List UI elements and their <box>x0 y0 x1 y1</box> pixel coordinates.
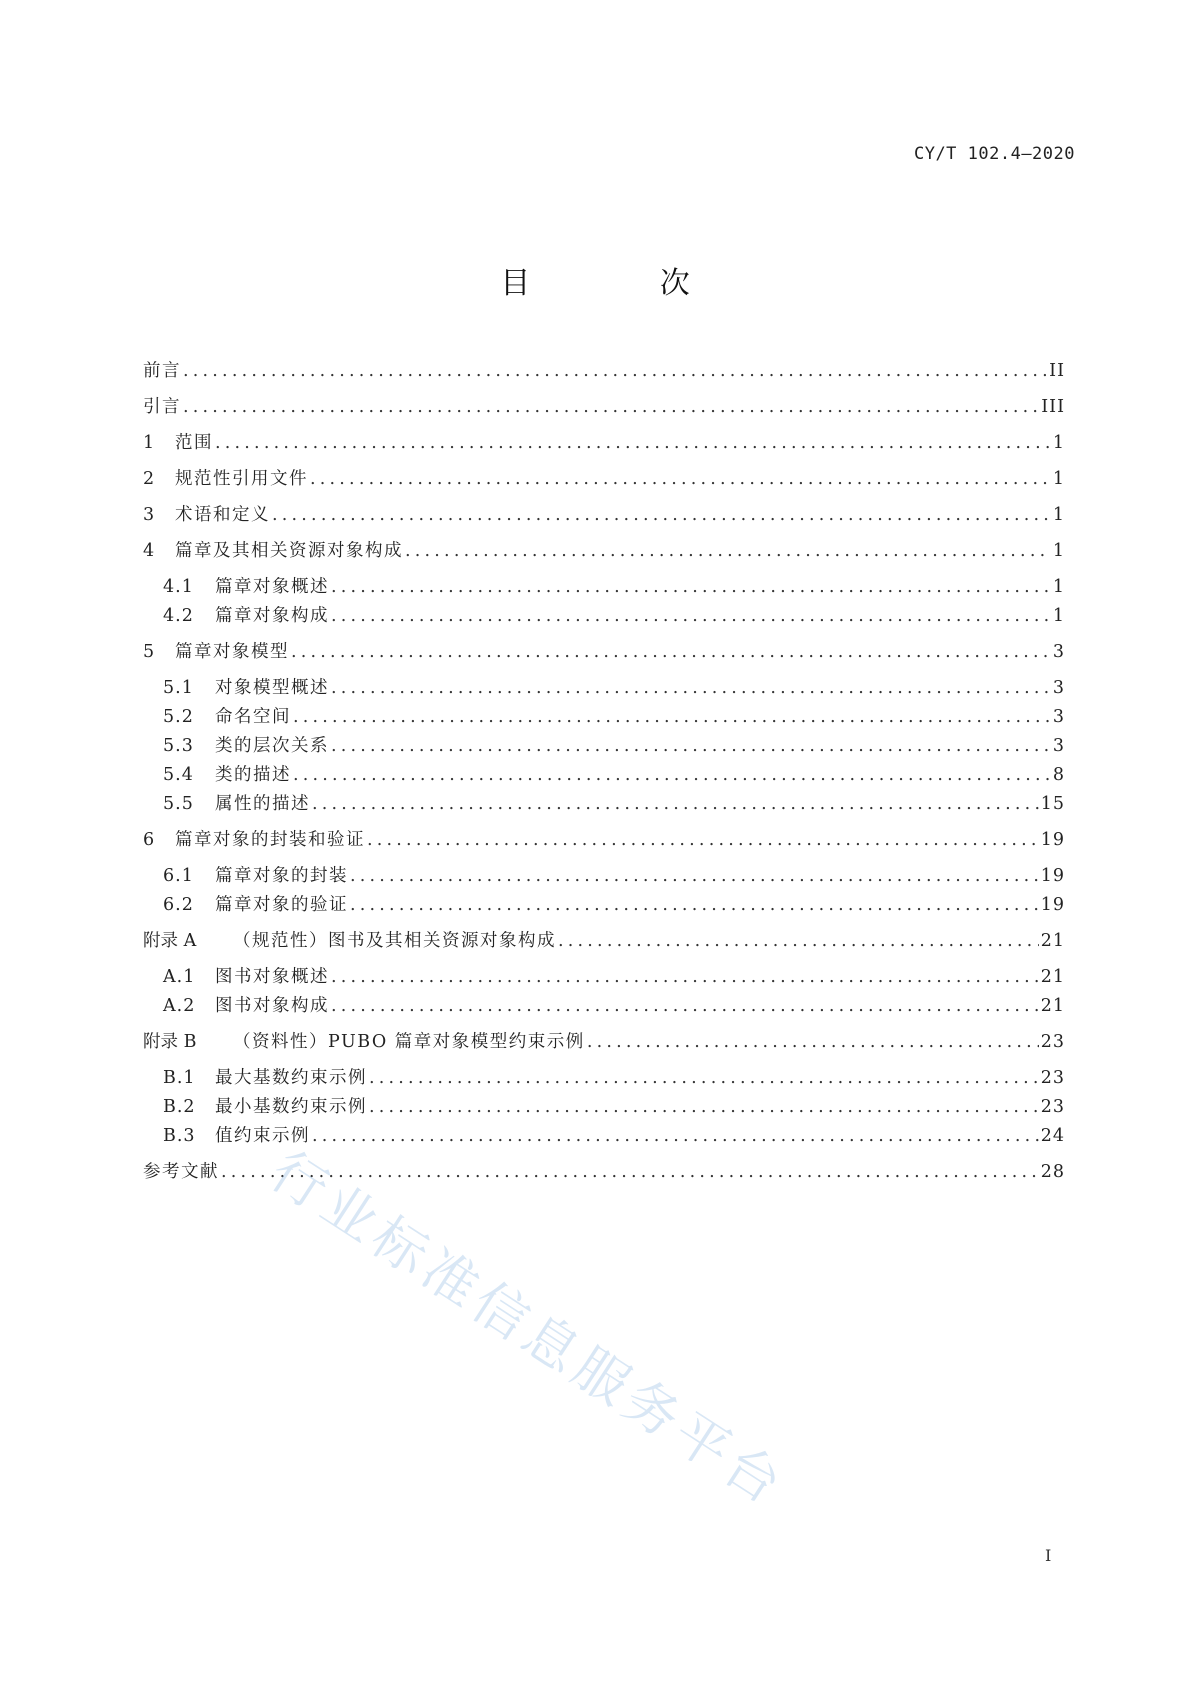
toc-leader <box>291 637 1051 667</box>
toc-label: 篇章及其相关资源对象构成 <box>175 541 403 561</box>
toc-label: 类的描述 <box>215 765 291 785</box>
toc-num: B.3 <box>163 1126 196 1146</box>
toc-page: 19 <box>1040 866 1065 886</box>
toc-page: 15 <box>1040 794 1065 814</box>
standard-code: CY/T 102.4—2020 <box>913 144 1075 164</box>
toc-leader <box>312 1121 1039 1151</box>
toc-label: 篇章对象构成 <box>215 606 329 626</box>
toc-label: 最小基数约束示例 <box>215 1097 367 1117</box>
toc-num: 附录 A <box>143 931 197 951</box>
toc-entry-a-2[interactable] <box>163 991 1065 1021</box>
toc-leader <box>405 536 1051 566</box>
toc-entry-6-1[interactable] <box>163 861 1065 891</box>
toc-page: II <box>1049 361 1065 381</box>
toc-num: 5.4 <box>163 765 194 785</box>
toc-num: 6.2 <box>163 895 194 915</box>
toc-entry-5-2[interactable] <box>163 702 1065 732</box>
toc-entry-6[interactable] <box>143 825 1065 855</box>
toc-page: 21 <box>1040 996 1065 1016</box>
toc-entry-b-3[interactable] <box>163 1121 1065 1151</box>
toc-page: 19 <box>1040 830 1065 850</box>
toc-page: 28 <box>1040 1162 1065 1182</box>
toc-label: 图书对象概述 <box>215 967 329 987</box>
toc-num: B.2 <box>163 1097 196 1117</box>
toc-label: 规范性引用文件 <box>175 469 308 489</box>
toc-num: 5.5 <box>163 794 194 814</box>
toc-label: 篇章对象的验证 <box>215 895 348 915</box>
page-folio: I <box>1045 1546 1052 1565</box>
toc-page: 1 <box>1052 469 1065 489</box>
toc-page: 3 <box>1052 707 1065 727</box>
toc-label: 最大基数约束示例 <box>215 1068 367 1088</box>
toc-entry-4[interactable] <box>143 536 1065 566</box>
toc-leader <box>331 962 1039 992</box>
toc-entry-5[interactable] <box>143 637 1065 667</box>
toc-entry-introduction[interactable] <box>143 392 1065 422</box>
toc-leader <box>558 926 1039 956</box>
toc-page: 19 <box>1040 895 1065 915</box>
toc-label: 命名空间 <box>215 707 291 727</box>
watermark: 行业标准信息服务平台 <box>259 1139 798 1519</box>
toc-entry-1[interactable] <box>143 428 1065 458</box>
toc-label: 属性的描述 <box>215 794 310 814</box>
toc-leader <box>369 1063 1039 1093</box>
toc-num: 5.3 <box>163 736 194 756</box>
toc-page: 8 <box>1052 765 1065 785</box>
toc-page: 3 <box>1052 642 1065 662</box>
toc-entry-5-3[interactable] <box>163 731 1065 761</box>
toc-num: 5.2 <box>163 707 194 727</box>
page-title: 目 次 <box>500 266 750 301</box>
toc-num: 6 <box>143 830 155 850</box>
toc-page: 24 <box>1040 1126 1065 1146</box>
toc-num: 附录 B <box>143 1032 197 1052</box>
toc-entry-4-2[interactable] <box>163 601 1065 631</box>
toc-entry-4-1[interactable] <box>163 572 1065 602</box>
toc-page: 21 <box>1040 967 1065 987</box>
toc-num: A.1 <box>163 967 196 987</box>
toc-leader <box>367 825 1039 855</box>
toc-entry-a-1[interactable] <box>163 962 1065 992</box>
toc-label: 值约束示例 <box>215 1126 310 1146</box>
toc-label: （规范性）图书及其相关资源对象构成 <box>233 931 556 951</box>
toc-entry-appendix-a[interactable] <box>143 926 1065 956</box>
toc-page: 23 <box>1040 1068 1065 1088</box>
toc-label: 类的层次关系 <box>215 736 329 756</box>
toc-label: 篇章对象模型 <box>175 642 289 662</box>
toc-label: 图书对象构成 <box>215 996 329 1016</box>
toc-entry-2[interactable] <box>143 464 1065 494</box>
toc-num: 3 <box>143 505 155 525</box>
toc-num: 4 <box>143 541 155 561</box>
toc-label: 篇章对象概述 <box>215 577 329 597</box>
toc-num: 6.1 <box>163 866 194 886</box>
toc-num: 4.2 <box>163 606 194 626</box>
toc-entry-b-2[interactable] <box>163 1092 1065 1122</box>
toc-num: 4.1 <box>163 577 194 597</box>
toc-leader <box>369 1092 1039 1122</box>
toc-page: 3 <box>1052 678 1065 698</box>
toc-leader <box>350 890 1039 920</box>
toc-leader <box>587 1027 1039 1057</box>
toc-leader <box>331 731 1051 761</box>
toc-entry-5-4[interactable] <box>163 760 1065 790</box>
toc-leader <box>331 572 1051 602</box>
toc-page: 3 <box>1052 736 1065 756</box>
toc-page: 23 <box>1040 1097 1065 1117</box>
toc-leader <box>215 428 1051 458</box>
toc-num: B.1 <box>163 1068 196 1088</box>
toc-label: 术语和定义 <box>175 505 270 525</box>
toc-entry-3[interactable] <box>143 500 1065 530</box>
toc-page: 1 <box>1052 577 1065 597</box>
toc-leader <box>331 601 1051 631</box>
toc-page: 1 <box>1052 541 1065 561</box>
toc-leader <box>331 673 1051 703</box>
toc-entry-foreword[interactable] <box>143 356 1065 386</box>
toc-page: 1 <box>1052 433 1065 453</box>
toc-label: 引言 <box>143 397 181 417</box>
toc-page: 1 <box>1052 505 1065 525</box>
toc-label: 篇章对象的封装 <box>215 866 348 886</box>
toc-leader <box>293 760 1051 790</box>
toc-page: 23 <box>1040 1032 1065 1052</box>
toc-label: （资料性）PUBO 篇章对象模型约束示例 <box>233 1032 585 1052</box>
toc-entry-appendix-b[interactable] <box>143 1027 1065 1057</box>
toc-num: 2 <box>143 469 155 489</box>
toc-num: 5 <box>143 642 155 662</box>
toc-label: 对象模型概述 <box>215 678 329 698</box>
toc-num: A.2 <box>163 996 196 1016</box>
toc-leader <box>221 1157 1039 1187</box>
toc-num: 5.1 <box>163 678 194 698</box>
toc-page: 21 <box>1040 931 1065 951</box>
toc-entry-5-1[interactable] <box>163 673 1065 703</box>
toc-label: 范围 <box>175 433 213 453</box>
toc-leader <box>350 861 1039 891</box>
toc-leader <box>183 392 1039 422</box>
toc-entry-5-5[interactable] <box>163 789 1065 819</box>
toc-leader <box>310 464 1051 494</box>
toc-entry-bibliography[interactable] <box>143 1157 1065 1187</box>
toc-label: 篇章对象的封装和验证 <box>175 830 365 850</box>
toc-num: 1 <box>143 433 155 453</box>
toc-leader <box>331 991 1039 1021</box>
toc-label: 参考文献 <box>143 1162 219 1182</box>
toc-leader <box>293 702 1051 732</box>
toc-page: 1 <box>1052 606 1065 626</box>
toc-label: 前言 <box>143 361 181 381</box>
toc-leader <box>312 789 1039 819</box>
toc-entry-b-1[interactable] <box>163 1063 1065 1093</box>
toc-leader <box>272 500 1051 530</box>
toc-page: III <box>1041 397 1065 417</box>
toc-leader <box>183 356 1047 386</box>
toc-entry-6-2[interactable] <box>163 890 1065 920</box>
